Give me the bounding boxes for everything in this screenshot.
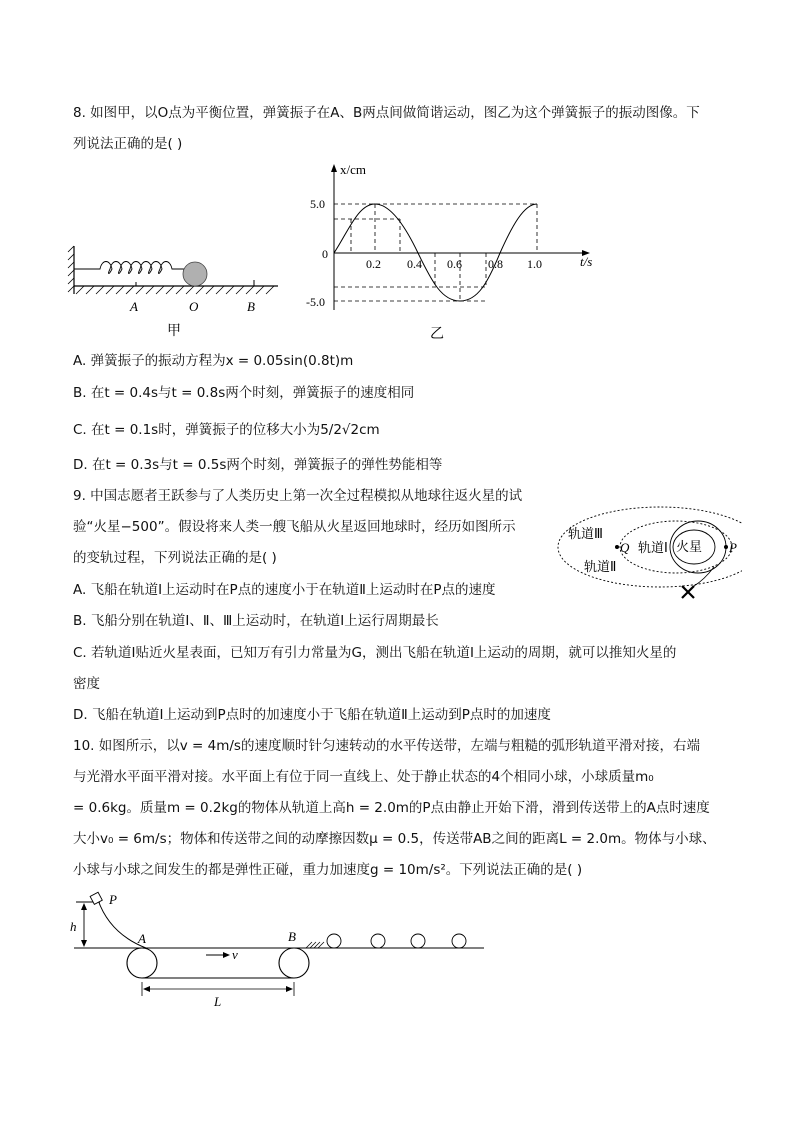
- orbit-3-label: 轨道Ⅲ: [568, 527, 603, 542]
- label-P: P: [109, 892, 117, 907]
- label-h: h: [70, 919, 77, 934]
- pulley-a: [127, 948, 157, 978]
- q9-stem-line1: 9. 中国志愿者王跃参与了人类历史上第一次全过程模拟从地球往返火星的试: [73, 488, 523, 504]
- y-axis-label: x/cm: [340, 162, 366, 177]
- ball-2: [371, 934, 385, 948]
- x-tick-1.0: 1.0: [527, 257, 542, 271]
- q8-figure-yi: [300, 160, 610, 344]
- q9-option-a: A. 飞船在轨道Ⅰ上运动时在P点的速度小于在轨道Ⅱ上运动时在P点的速度: [73, 582, 496, 598]
- q10-stem-line2: 与光滑水平面平滑对接。水平面上有位于同一直线上、处于静止状态的4个相同小球，小球质量m₀: [73, 769, 654, 785]
- q10-conveyor-figure: [66, 890, 496, 1008]
- x-tick-0.6: 0.6: [447, 257, 462, 271]
- oscillator-ball: [183, 262, 207, 286]
- x-tick-0.8: 0.8: [488, 257, 503, 271]
- label-B: B: [247, 299, 255, 314]
- label-A: A: [138, 931, 146, 946]
- pulley-b: [279, 948, 309, 978]
- spring: [74, 262, 184, 274]
- ball-4: [452, 934, 466, 948]
- q9-option-c-line2: 密度: [73, 676, 100, 692]
- q9-option-c-line1: C. 若轨道Ⅰ贴近火星表面，已知万有引力常量为G，测出飞船在轨道Ⅰ上运动的周期，就可以推知火星的: [73, 645, 677, 661]
- q8-option-c: C. 在t = 0.1s时，弹簧振子的位移大小为5/2√2cm: [73, 422, 380, 438]
- x-tick-0.2: 0.2: [366, 257, 381, 271]
- y-tick-5: 5.0: [310, 197, 325, 211]
- x-tick-0.4: 0.4: [407, 257, 422, 271]
- planet-label: 火星: [676, 540, 703, 555]
- label-B: B: [288, 929, 296, 944]
- y-tick-neg5: -5.0: [306, 295, 325, 309]
- point-p-label: P: [729, 540, 737, 555]
- label-L: L: [214, 994, 222, 1008]
- label-O: O: [189, 299, 199, 314]
- block-p: [90, 892, 102, 904]
- q8-option-b: B. 在t = 0.4s与t = 0.8s两个时刻，弹簧振子的速度相同: [73, 385, 415, 401]
- spaceship-icon: [682, 586, 694, 598]
- q10-stem-line3: = 0.6kg。质量m = 0.2kg的物体从轨道上高h = 2.0m的P点由静止开始下滑，滑到传送带上的A点时速度: [73, 800, 710, 816]
- point-q-label: Q: [620, 540, 630, 555]
- q8-stem-line2: 列说法正确的是( ): [73, 136, 183, 152]
- q9-stem-line3: 的变轨过程，下列说法正确的是( ): [73, 550, 277, 566]
- q8-option-a: A. 弹簧振子的振动方程为x = 0.05sin(0.8t)m: [73, 353, 354, 369]
- ball-3: [411, 934, 425, 948]
- q8-option-d: D. 在t = 0.3s与t = 0.5s两个时刻，弹簧振子的弹性势能相等: [73, 457, 443, 473]
- ball-1: [327, 934, 341, 948]
- q8-figure-jia: [66, 238, 286, 344]
- q8-stem-line1: 8. 如图甲，以O点为平衡位置，弹簧振子在A、B两点间做简谐运动，图乙为这个弹簧振子的振动图像。下: [73, 105, 700, 121]
- caption-yi: 乙: [430, 326, 444, 342]
- q9-stem-line2: 验“火星−500”。假设将来人类一艘飞船从火星返回地球时，经历如图所示: [73, 519, 516, 535]
- q9-option-d: D. 飞船在轨道Ⅰ上运动到P点时的加速度小于飞船在轨道Ⅱ上运动到P点时的加速度: [73, 707, 551, 723]
- orbit-1-label: 轨道Ⅰ: [638, 541, 668, 556]
- label-v: v: [232, 947, 238, 962]
- q9-option-b: B. 飞船分别在轨道Ⅰ、Ⅱ、Ⅲ上运动时，在轨道Ⅰ上运行周期最长: [73, 613, 439, 629]
- caption-jia: 甲: [167, 323, 181, 339]
- origin-label: 0: [322, 247, 328, 261]
- q9-orbit-figure: [552, 500, 742, 610]
- x-axis-label: t/s: [580, 254, 593, 269]
- q10-stem-line4: 大小v₀ = 6m/s；物体和传送带之间的动摩擦因数μ = 0.5，传送带AB之间的距离L = 2.0m。物体与小球、: [73, 831, 716, 847]
- orbit-2-label: 轨道Ⅱ: [584, 560, 617, 575]
- q10-stem-line5: 小球与小球之间发生的都是弹性正碰，重力加速度g = 10m/s²。下列说法正确的是( ): [73, 862, 583, 878]
- label-A: A: [130, 299, 138, 314]
- q10-stem-line1: 10. 如图所示，以v = 4m/s的速度顺时针匀速转动的水平传送带，左端与粗糙的弧形轨道平滑对接，右端: [73, 738, 700, 754]
